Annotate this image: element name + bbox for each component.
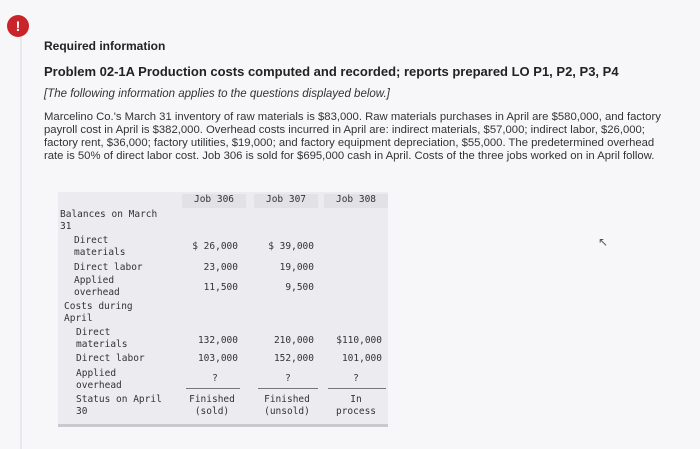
required-information-title: Required information	[44, 39, 166, 53]
job-cost-table	[58, 192, 388, 427]
march-ao-label-line1: Applied	[74, 275, 115, 286]
april-dl-job-308: 101,000	[341, 353, 382, 364]
april-dm-job-308: $110,000	[336, 335, 382, 346]
balances-label-line1: Balances on March	[60, 209, 158, 220]
march-dl-label: Direct labor	[74, 262, 143, 273]
applies-note: [The following information applies to the questions displayed below.]	[44, 88, 390, 100]
column-header-job-308: Job 308	[324, 194, 388, 208]
exclamation-icon: !	[7, 15, 29, 37]
costs-label-line2: April	[64, 313, 93, 324]
left-divider	[20, 37, 22, 449]
status-job-306-line2: (sold)	[194, 406, 230, 417]
march-dm-label-line2: materials	[74, 247, 126, 258]
total-underline-job-306	[186, 388, 240, 389]
march-dm-job-306: $ 26,000	[192, 241, 238, 252]
april-dl-job-306: 103,000	[197, 353, 238, 364]
status-job-308-line2: process	[335, 406, 377, 417]
costs-label-line1: Costs during	[64, 301, 133, 312]
total-underline-job-307	[258, 388, 318, 389]
status-job-306-line1: Finished	[189, 394, 235, 405]
march-dl-job-306: 23,000	[203, 262, 238, 273]
april-ao-label-line1: Applied	[76, 368, 117, 379]
april-ao-job-308: ?	[353, 373, 359, 384]
status-job-308-line1: In	[350, 394, 362, 405]
march-ao-label-line2: overhead	[74, 287, 120, 298]
problem-title: Problem 02-1A Production costs computed and recorded; reports prepared LO P1, P2, P3, P4	[44, 64, 619, 79]
april-dm-job-306: 132,000	[197, 335, 238, 346]
status-label-line1: Status on April	[76, 394, 162, 405]
column-header-job-306: Job 306	[182, 194, 246, 208]
march-ao-job-307: 9,500	[285, 282, 314, 293]
march-dm-job-307: $ 39,000	[268, 241, 314, 252]
april-ao-job-306: ?	[212, 373, 218, 384]
status-job-307-line2: (unsold)	[264, 406, 310, 417]
april-ao-job-307: ?	[285, 373, 291, 384]
april-dm-label-line2: materials	[76, 339, 128, 350]
march-dm-label-line1: Direct	[74, 235, 109, 246]
mouse-cursor-icon: ↖	[598, 235, 609, 249]
column-header-job-307: Job 307	[254, 194, 318, 208]
april-dl-label: Direct labor	[76, 353, 145, 364]
total-underline-job-308	[328, 388, 386, 389]
status-label-line2: 30	[76, 406, 88, 417]
problem-description: Marcelino Co.'s March 31 inventory of raw materials is $83,000. Raw materials purchases in April are $580,000, and factory payroll cost in April is $382,000. Overhead costs incurred in April are: indirect materials, $57,000; indirect labor, $26,000; factory rent, $36,000; factory utilities, $19,000; and factory equipment depreciation, $55,000. The predetermined overhead rate is 50% of direct labor cost. Job 306 is sold for $695,000 cash in April. Costs of the three jobs worked on in April follow.	[44, 111, 661, 162]
balances-label-line2: 31	[60, 221, 72, 232]
march-dl-job-307: 19,000	[279, 262, 314, 273]
march-ao-job-306: 11,500	[203, 282, 238, 293]
status-job-307-line1: Finished	[264, 394, 310, 405]
april-ao-label-line2: overhead	[76, 380, 122, 391]
april-dm-job-307: 210,000	[273, 335, 314, 346]
april-dm-label-line1: Direct	[76, 327, 111, 338]
april-dl-job-307: 152,000	[273, 353, 314, 364]
